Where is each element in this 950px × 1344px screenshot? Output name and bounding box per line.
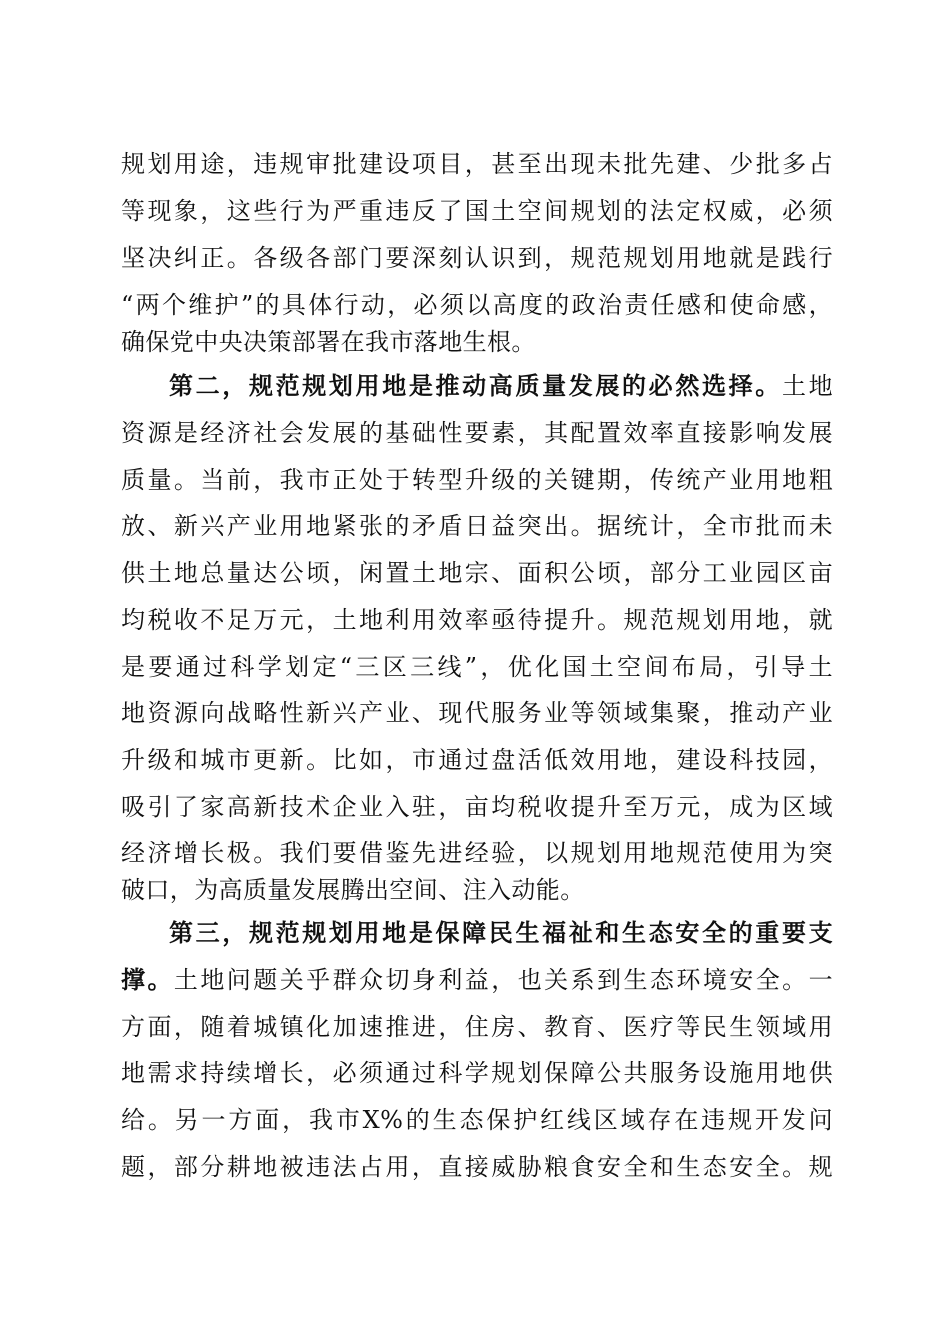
paragraph-heading-line (169, 366, 833, 406)
text-line: 地资源向战略性新兴产业、现代服务业等领域集聚，推动产业 (121, 699, 833, 727)
text-line: 供土地总量达公顷，闲置土地宗、面积公顷，部分工业园区亩 (121, 559, 833, 587)
text-line: 方面，随着城镇化加速推进，住房、教育、医疗等民生领域用 (121, 1013, 833, 1041)
text-line: “两个维护”的具体行动，必须以高度的政治责任感和使命感， (121, 291, 833, 319)
paragraph-heading: 撑。 (121, 965, 174, 994)
text-line: 坚决纠正。各级各部门要深刻认识到，规范规划用地就是践行 (121, 244, 833, 272)
text-line: 地需求持续增长，必须通过科学规划保障公共服务设施用地供 (121, 1059, 833, 1087)
text-line: 吸引了家高新技术企业入驻，亩均税收提升至万元，成为区域 (121, 793, 833, 821)
text-line: 经济增长极。我们要借鉴先进经验，以规划用地规范使用为突 (121, 839, 833, 867)
text-line: 破口，为高质量发展腾出空间、注入动能。 (121, 876, 585, 904)
paragraph-heading-line (121, 960, 833, 1000)
text-line: 题，部分耕地被违法占用，直接威胁粮食安全和生态安全。规 (121, 1153, 833, 1181)
paragraph-heading-line (169, 913, 833, 953)
text-line: 是要通过科学划定“三区三线”，优化国土空间布局，引导土 (121, 653, 833, 681)
text-line: 资源是经济社会发展的基础性要素，其配置效率直接影响发展 (121, 419, 833, 447)
text-line: 等现象，这些行为严重违反了国土空间规划的法定权威，必须 (121, 197, 833, 225)
text-line: 均税收不足万元，土地利用效率亟待提升。规范规划用地，就 (121, 606, 833, 634)
text-span: 土地 (781, 372, 833, 400)
text-line: 规划用途，违规审批建设项目，甚至出现未批先建、少批多占 (121, 150, 833, 178)
paragraph-heading: 第二，规范规划用地是推动高质量发展的必然选择。 (169, 371, 782, 400)
text-line: 给。另一方面，我市X%的生态保护红线区域存在违规开发问 (121, 1106, 833, 1134)
paragraph-heading: 第三，规范规划用地是保障民生福祉和生态安全的重要支 (169, 918, 833, 947)
text-span: 土地问题关乎群众切身利益，也关系到生态环境安全。一 (173, 966, 834, 994)
text-line: 确保党中央决策部署在我市落地生根。 (121, 328, 536, 356)
text-line: 质量。当前，我市正处于转型升级的关键期，传统产业用地粗 (121, 466, 833, 494)
text-line: 放、新兴产业用地紧张的矛盾日益突出。据统计，全市批而未 (121, 512, 833, 540)
text-line: 升级和城市更新。比如，市通过盘活低效用地，建设科技园， (121, 746, 833, 774)
